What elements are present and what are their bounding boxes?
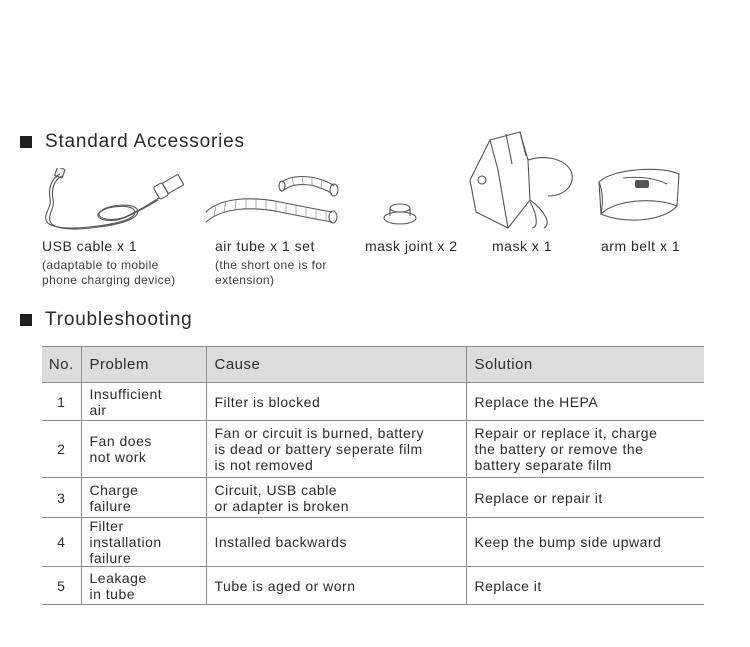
table-row xyxy=(42,421,704,478)
row-number: 4 xyxy=(42,518,81,567)
problem-cell xyxy=(81,421,206,478)
cause-line: or adapter is broken xyxy=(214,497,350,514)
row-number: 5 xyxy=(42,567,81,605)
square-bullet-icon xyxy=(20,314,32,326)
section-title-accessories xyxy=(20,131,245,153)
solution-cell xyxy=(466,421,704,478)
cause-cell xyxy=(206,421,466,478)
cause-cell xyxy=(206,478,466,518)
cause-line: is dead or battery seperate film xyxy=(214,441,423,457)
accessory-note-air-tube-line1: (the short one is for xyxy=(215,258,327,272)
solution-line: Keep the bump side upward xyxy=(474,534,662,550)
section-title-troubleshooting xyxy=(20,309,193,331)
problem-line: Fan does xyxy=(89,433,152,449)
header-no: No. xyxy=(42,347,81,383)
problem-line: in tube xyxy=(89,585,136,602)
accessory-note-usb-cable-line1: (adaptable to mobile xyxy=(42,258,159,272)
row-number: 3 xyxy=(42,478,81,518)
cause-cell xyxy=(206,567,466,605)
accessory-note-usb-cable-line2: phone charging device) xyxy=(42,273,176,287)
cause-line: Installed backwards xyxy=(214,534,347,550)
cause-cell xyxy=(206,383,466,421)
table-row xyxy=(42,478,704,518)
problem-line: Insufficient xyxy=(89,385,163,402)
problem-line: Filter installation xyxy=(89,518,162,550)
problem-cell xyxy=(81,518,206,567)
solution-line: Replace it xyxy=(474,577,542,594)
cause-cell xyxy=(206,518,466,567)
troubleshooting-table xyxy=(42,346,704,605)
header-problem: Problem xyxy=(81,347,206,383)
header-cause: Cause xyxy=(206,347,466,383)
cause-line: Tube is aged or worn xyxy=(214,577,356,594)
solution-line: Repair or replace it, charge xyxy=(474,425,658,441)
accessory-label-arm-belt: arm belt x 1 xyxy=(601,238,681,254)
accessory-label-mask: mask x 1 xyxy=(492,238,553,254)
table-row xyxy=(42,518,704,567)
table-row xyxy=(42,567,704,605)
accessory-label-mask-joint: mask joint x 2 xyxy=(365,238,458,254)
problem-line: air xyxy=(89,401,107,418)
solution-cell xyxy=(466,478,704,518)
accessory-note-air-tube-line2: extension) xyxy=(215,273,275,287)
problem-line: failure xyxy=(89,550,132,566)
solution-line: battery separate film xyxy=(474,457,612,473)
table-header-row xyxy=(42,347,704,383)
mask-joint-icon xyxy=(380,198,420,228)
row-number: 2 xyxy=(42,421,81,478)
cause-line: Circuit, USB cable xyxy=(214,481,338,498)
solution-line: Replace the HEPA xyxy=(474,393,599,410)
accessories-title: Standard Accessories xyxy=(45,131,245,152)
solution-cell xyxy=(466,383,704,421)
solution-line: the battery or remove the xyxy=(474,441,644,457)
solution-cell xyxy=(466,518,704,567)
problem-line: not work xyxy=(89,449,147,465)
problem-cell xyxy=(81,383,206,421)
header-solution: Solution xyxy=(466,347,704,383)
accessory-label-air-tube: air tube x 1 set xyxy=(215,238,315,254)
solution-cell xyxy=(466,567,704,605)
troubleshooting-title: Troubleshooting xyxy=(45,309,193,330)
problem-line: Leakage xyxy=(89,569,147,586)
problem-line: failure xyxy=(89,497,132,514)
air-tube-icon xyxy=(200,170,350,230)
square-bullet-icon xyxy=(20,136,32,148)
mask-icon xyxy=(468,130,578,230)
table-row xyxy=(42,383,704,421)
solution-line: Replace or repair it xyxy=(474,489,603,506)
usb-cable-icon xyxy=(38,168,188,238)
cause-line: Fan or circuit is burned, battery xyxy=(214,425,424,441)
problem-line: Charge xyxy=(89,481,139,498)
cause-line: is not removed xyxy=(214,457,314,473)
arm-belt-icon xyxy=(593,162,685,226)
row-number: 1 xyxy=(42,383,81,421)
problem-cell xyxy=(81,567,206,605)
problem-cell xyxy=(81,478,206,518)
accessory-label-usb-cable: USB cable x 1 xyxy=(42,238,138,254)
cause-line: Filter is blocked xyxy=(214,393,321,410)
